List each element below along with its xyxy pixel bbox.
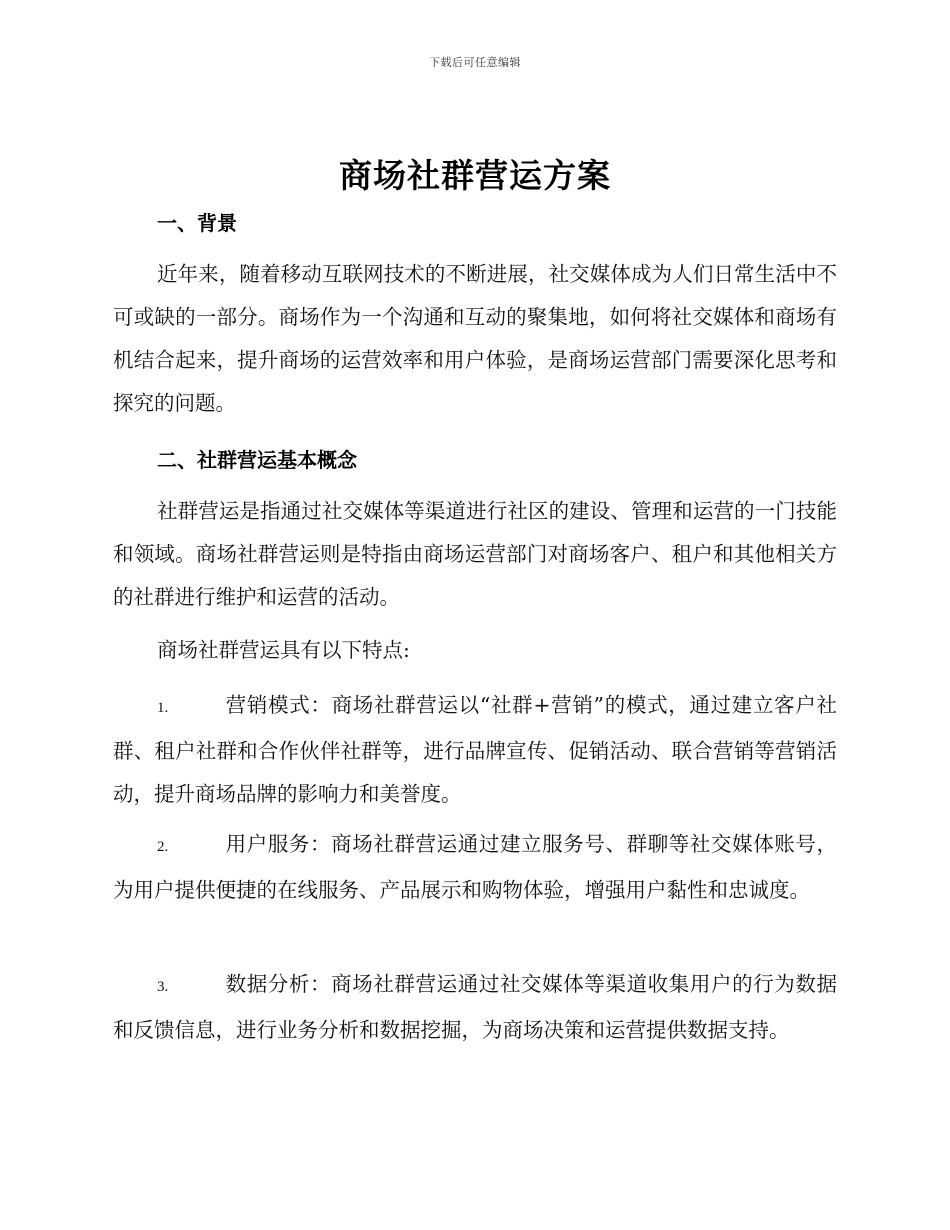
list-item: [113, 963, 837, 1052]
section-heading-background: 一、背景: [157, 211, 237, 235]
list-item-number: 1.: [157, 700, 169, 716]
list-item-number: 3.: [157, 979, 169, 995]
section-heading-concept: 二、社群营运基本概念: [157, 448, 357, 472]
list-item: [113, 823, 837, 912]
concept-paragraph: 社群营运是指通过社交媒体等渠道进行社区的建设、管理和运营的一门技能和领域。商场社群营运则是特指由商场运营部门对商场客户、租户和其他相关方的社群进行维护和运营的活动。: [113, 499, 837, 609]
header-note: 下载后可任意编辑: [429, 56, 521, 69]
list-item-text: 用户服务：商场社群营运通过建立服务号、群聊等社交媒体账号，为用户提供便捷的在线服务、产品展示和购物体验，增强用户黏性和忠诚度。: [113, 832, 837, 902]
background-paragraph: 近年来，随着移动互联网技术的不断进展，社交媒体成为人们日常生活中不可或缺的一部分。商场作为一个沟通和互动的聚集地，如何将社交媒体和商场有机结合起来，提升商场的运营效率和用户体验，是商场运营部门需要深化思考和探究的问题。: [113, 262, 837, 415]
list-item-text: 营销模式：商场社群营运以“社群+营销”的模式，通过建立客户社群、租户社群和合作伙伴社群等，进行品牌宣传、促销活动、联合营销等营销活动，提升商场品牌的影响力和美誉度。: [113, 693, 837, 806]
features-intro: 商场社群营运具有以下特点:: [157, 638, 410, 662]
list-item-number: 2.: [157, 839, 169, 855]
list-item-text: 数据分析：商场社群营运通过社交媒体等渠道收集用户的行为数据和反馈信息，进行业务分析和数据挖掘，为商场决策和运营提供数据支持。: [113, 972, 837, 1042]
document-title: 商场社群营运方案: [339, 156, 611, 195]
list-item: [113, 684, 837, 816]
